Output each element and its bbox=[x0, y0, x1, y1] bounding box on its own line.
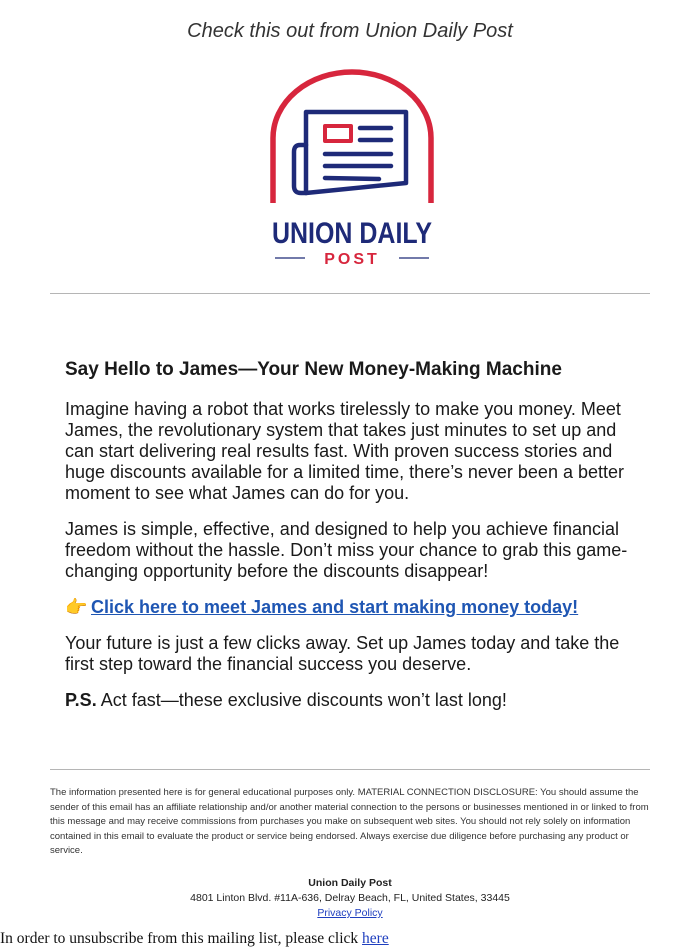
article-content bbox=[65, 358, 637, 726]
paragraph-closing: Your future is just a few clicks away. Set up James today and take the first step toward the financial success you deserve. bbox=[65, 633, 620, 674]
divider-bottom bbox=[50, 769, 650, 770]
unsubscribe-text: In order to unsubscribe from this mailing list, please click bbox=[0, 930, 363, 947]
headline: Say Hello to James—Your New Money-Making Machine bbox=[65, 359, 562, 380]
unsubscribe-link[interactable]: here bbox=[362, 930, 389, 947]
logo-title: UNION DAILY bbox=[272, 217, 432, 250]
unsubscribe-line bbox=[0, 930, 389, 948]
footer-company: Union Daily Post bbox=[308, 877, 392, 889]
newspaper-icon bbox=[294, 112, 406, 193]
union-daily-post-logo bbox=[269, 68, 435, 268]
cta-line bbox=[65, 597, 637, 618]
paragraph-benefits: James is simple, effective, and designed to help you achieve financial freedom without the hassle. Don’t miss your chance to grab this game-changing opportunity before the discounts disappear! bbox=[65, 519, 628, 581]
preheader-text: Check this out from Union Daily Post bbox=[187, 20, 513, 42]
pointing-hand-icon: 👉 bbox=[65, 597, 88, 617]
paragraph-intro: Imagine having a robot that works tirelessly to make you money. Meet James, the revolutionary system that takes just minutes to set up and can start delivering real results fast. With proven success stories and huge discounts available for a limited time, there’s never been a better moment to see what James can do for you. bbox=[65, 399, 624, 503]
logo-subtitle: POST bbox=[324, 251, 380, 268]
divider-top bbox=[50, 293, 650, 294]
postscript bbox=[65, 690, 637, 711]
disclaimer-text: The information presented here is for general educational purposes only. MATERIAL CONNECTION DISCLOSURE: You should assume the sender of this email has an affiliate relationship and/or another material connection to the persons or businesses mentioned in or linked to from this message and may receive commissions from purchases you make on subsequent web sites. You should not rely solely on information contained in this email to evaluate the product or service being endorsed. Always exercise due diligence before purchasing any product or service. bbox=[50, 787, 649, 856]
cta-link[interactable]: Click here to meet James and start making money today! bbox=[91, 597, 579, 617]
ps-text: Act fast—these exclusive discounts won’t last long! bbox=[96, 690, 507, 710]
ps-label: P.S. bbox=[65, 690, 97, 710]
privacy-policy-link[interactable]: Privacy Policy bbox=[317, 907, 383, 919]
footer-address: 4801 Linton Blvd. #11A-636, Delray Beach, FL, United States, 33445 bbox=[190, 892, 510, 904]
footer bbox=[50, 876, 650, 921]
